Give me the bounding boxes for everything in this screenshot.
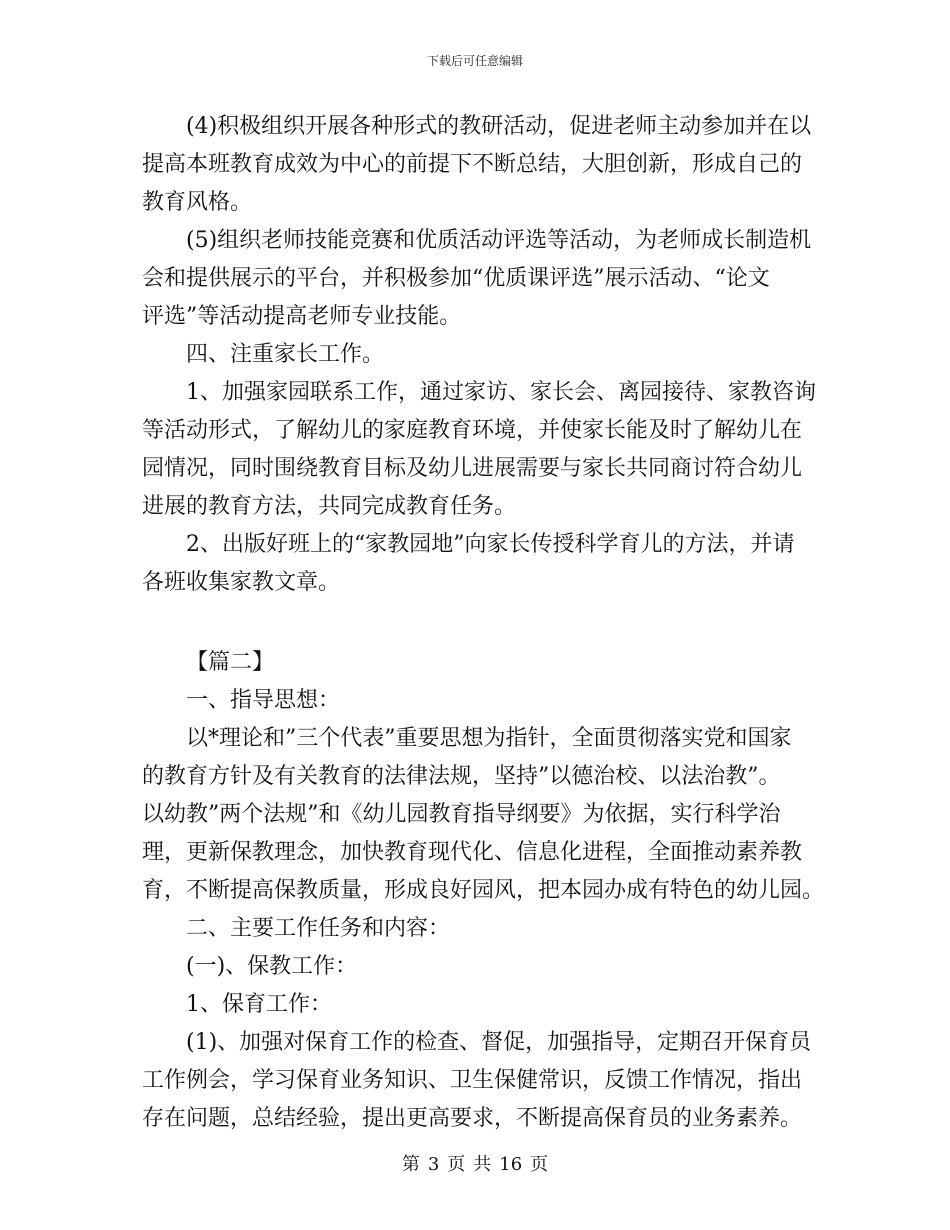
text-line: 【篇二】: [186, 650, 275, 675]
text-line: 教育风格。: [142, 190, 253, 215]
text-line: 二、主要工作任务和内容：: [186, 916, 451, 941]
text-line: 进展的教育方法，共同完成教育任务。: [142, 494, 517, 519]
text-line: 1、加强家园联系工作，通过家访、家长会、离园接待、家教咨询: [186, 380, 816, 405]
text-line: 工作例会，学习保育业务知识、卫生保健常识，反馈工作情况，指出: [142, 1068, 803, 1093]
text-line: 四、注重家长工作。: [186, 342, 385, 367]
text-line: 的教育方针及有关教育的法律法规，坚持”以德治校、以法治教”。: [142, 764, 781, 789]
text-line: 评选”等活动提高老师专业技能。: [142, 304, 462, 329]
section-gap: [142, 602, 808, 644]
text-line: 会和提供展示的平台，并积极参加“优质课评选”展示活动、“论文: [142, 266, 770, 291]
text-line: 一、指导思想：: [186, 688, 341, 713]
text-line: 存在问题，总结经验，提出更高要求，不断提高保育员的业务素养。: [142, 1106, 803, 1131]
section-b: [142, 644, 825, 1138]
footer-total-unit: 页: [530, 1154, 549, 1175]
text-line: 理，更新保教理念，加快教育现代化、信息化进程，全面推动素养教: [142, 840, 803, 865]
section-a: [142, 108, 816, 602]
text-line: (5)组织老师技能竞赛和优质活动评选等活动，为老师成长制造机: [186, 228, 812, 253]
text-line: (一)、保教工作：: [186, 954, 358, 979]
text-line: (1)、加强对保育工作的检查、督促，加强指导，定期召开保育员: [186, 1030, 812, 1055]
text-line: 各班收集家教文章。: [142, 570, 341, 595]
footer-total-label: 共: [473, 1154, 492, 1175]
text-line: 1、保育工作：: [186, 992, 332, 1017]
text-line: 园情况，同时围绕教育目标及幼儿进展需要与家长共同商讨符合幼儿: [142, 456, 803, 481]
footer-page-unit: 页: [447, 1154, 466, 1175]
text-line: 等活动形式，了解幼儿的家庭教育环境，并使家长能及时了解幼儿在: [142, 418, 803, 443]
footer-total-pages: 16: [499, 1154, 523, 1175]
page-header: 下载后可任意编辑: [426, 54, 523, 68]
text-line: (4)积极组织开展各种形式的教研活动，促进老师主动参加并在以: [186, 114, 812, 139]
page-footer: [0, 1153, 950, 1177]
footer-page-number: 3: [427, 1154, 440, 1175]
text-line: 以*理论和”三个代表”重要思想为指针，全面贯彻落实党和国家: [186, 726, 792, 751]
text-line: 育，不断提高保教质量，形成良好园风，把本园办成有特色的幼儿园。: [142, 878, 825, 903]
text-line: 2、出版好班上的“家教园地”向家长传授科学育儿的方法，并请: [186, 532, 795, 557]
text-line: 提高本班教育成效为中心的前提下不断总结，大胆创新，形成自己的: [142, 152, 803, 177]
text-line: 以幼教”两个法规”和《幼儿园教育指导纲要》为依据，实行科学治: [142, 802, 781, 827]
footer-page-label: 第: [401, 1154, 420, 1175]
document-body: [142, 108, 825, 1138]
